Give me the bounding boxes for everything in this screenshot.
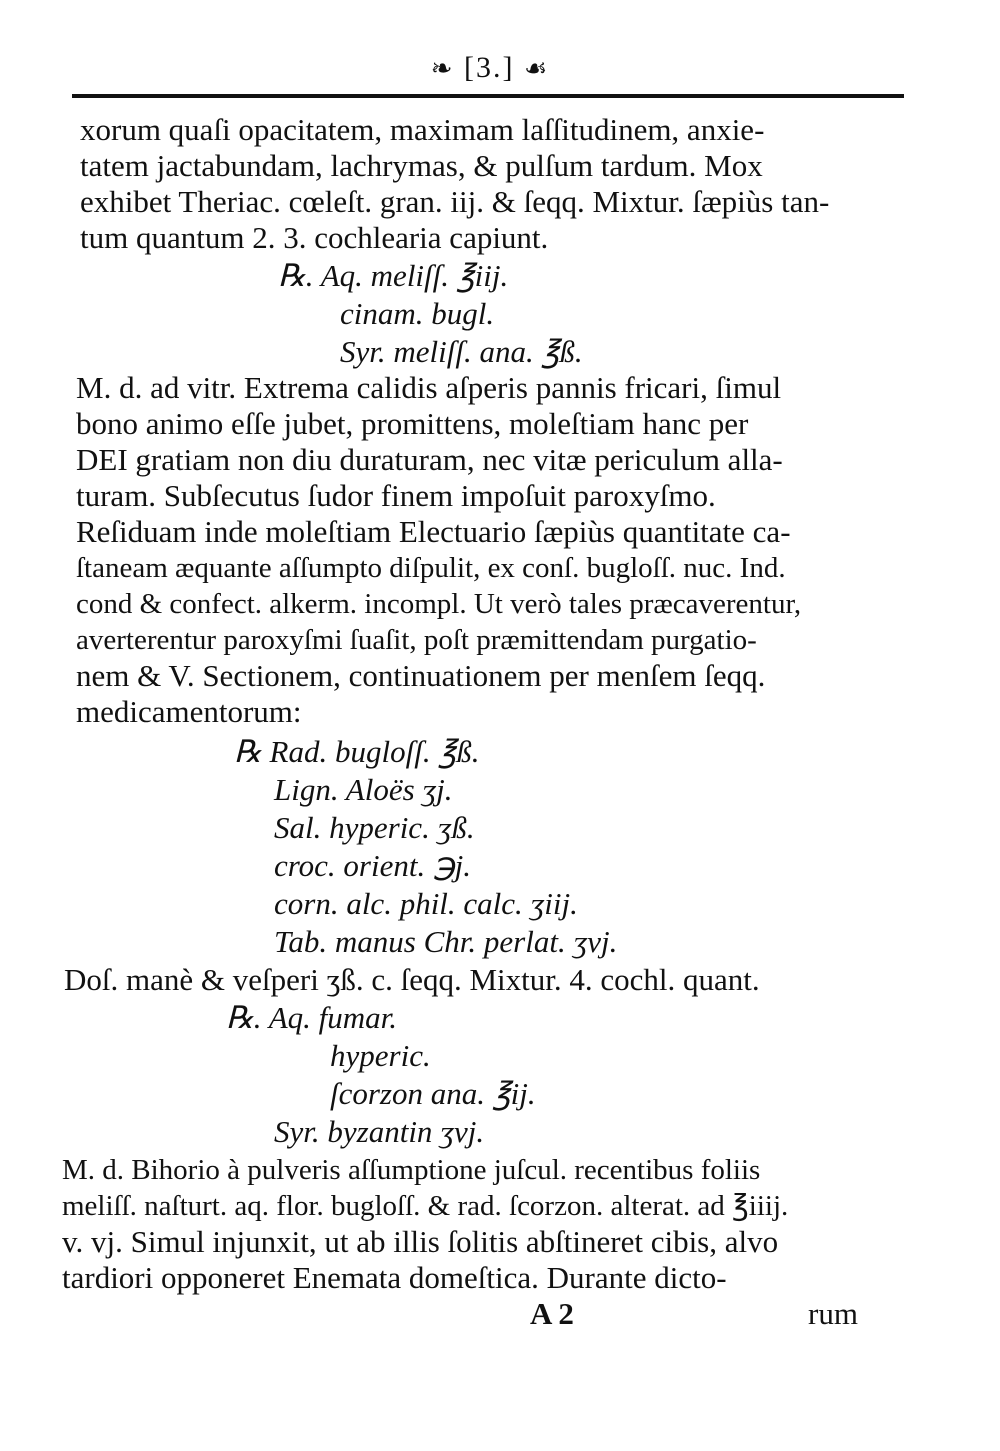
running-header (360, 46, 620, 90)
page-number: [3.] (464, 51, 515, 84)
text-line: Reſiduam inde moleſtiam Electuario ſæpiùs quantitate ca- (76, 514, 791, 549)
text-line: M. d. ad vitr. Extrema calidis aſperis pannis fricari, ſimul (76, 370, 782, 405)
prescription-line: ℞ Rad. bugloſſ. ℥ß. (234, 734, 480, 769)
text-line: tardiori opponeret Enemata domeſtica. Durante dicto- (62, 1260, 727, 1295)
catchword: rum (808, 1296, 858, 1331)
text-line: bono animo eſſe jubet, promittens, moleſtiam hanc per (76, 406, 749, 441)
text-line: v. vj. Simul injunxit, ut ab illis ſolitis abſtineret cibis, alvo (62, 1224, 779, 1259)
text-line: cond & confect. alkerm. incompl. Ut verò tales præcaverentur, (76, 588, 802, 620)
prescription-line: Syr. byzantin ʒvj. (274, 1114, 485, 1149)
signature-mark: A 2 (530, 1296, 574, 1331)
prescription-line: ſcorzon ana. ℥ij. (330, 1076, 536, 1111)
text-line: tatem jactabundam, lachrymas, & pulſum tardum. Mox (80, 148, 763, 183)
text-line: xorum quaſi opacitatem, maximam laſſitudinem, anxie- (80, 112, 765, 147)
text-line: M. d. Bihorio à pulveris aſſumptione juſcul. recentibus foliis (62, 1154, 761, 1186)
prescription-line: Sal. hyperic. ʒß. (274, 810, 475, 845)
prescription-line: ℞. Aq. fumar. (226, 1000, 398, 1035)
text-line: nem & V. Sectionem, continuationem per menſem ſeqq. (76, 658, 766, 693)
ornament-left-icon: ❧ (430, 54, 455, 83)
prescription-line: croc. orient. ℈j. (274, 848, 471, 883)
text-line: Doſ. manè & veſperi ʒß. c. ſeqq. Mixtur. 4. cochl. quant. (64, 962, 760, 997)
prescription-line: Lign. Aloës ʒj. (274, 772, 453, 807)
text-line: exhibet Theriac. cœleſt. gran. iij. & ſeqq. Mixtur. ſæpiùs tan- (80, 184, 830, 219)
text-line: averterentur paroxyſmi ſuaſit, poſt præmittendam purgatio- (76, 624, 757, 656)
prescription-line: corn. alc. phil. calc. ʒiij. (274, 886, 578, 921)
text-line: turam. Subſecutus ſudor finem impoſuit paroxyſmo. (76, 478, 716, 513)
prescription-line: Tab. manus Chr. perlat. ʒvj. (274, 924, 618, 959)
prescription-line: Syr. meliſſ. ana. ℥ß. (340, 334, 583, 369)
prescription-line: cinam. bugl. (340, 296, 495, 331)
text-line: tum quantum 2. 3. cochlearia capiunt. (80, 220, 549, 255)
prescription-line: hyperic. (330, 1038, 431, 1073)
text-line: medicamentorum: (76, 694, 302, 729)
header-rule (72, 94, 904, 98)
prescription-line: ℞. Aq. meliſſ. ℥iij. (278, 258, 509, 293)
ornament-right-icon: ☙ (523, 54, 550, 83)
text-line: ſtaneam æquante aſſumpto diſpulit, ex conſ. bugloſſ. nuc. Ind. (76, 552, 786, 584)
text-line: meliſſ. naſturt. aq. flor. bugloſſ. & rad. ſcorzon. alterat. ad ℥iiij. (62, 1190, 789, 1222)
text-line: DEI gratiam non diu duraturam, nec vitæ periculum alla- (76, 442, 783, 477)
